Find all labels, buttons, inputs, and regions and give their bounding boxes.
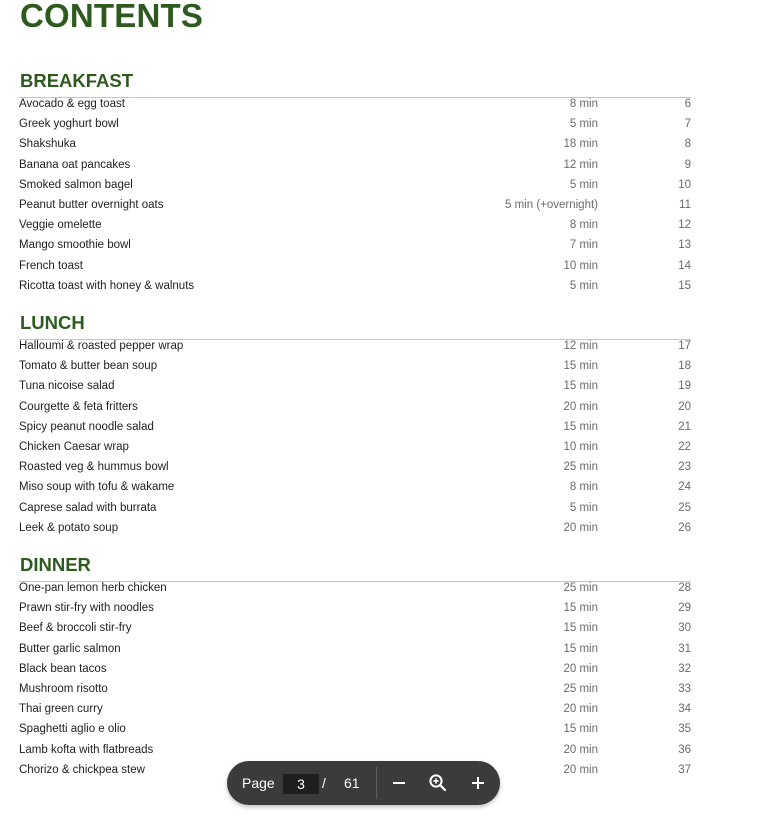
prep-time: 5 min xyxy=(569,279,598,292)
prep-time: 10 min xyxy=(563,440,598,453)
page-number: 26 xyxy=(678,521,691,534)
prep-time: 8 min xyxy=(569,219,598,232)
recipe-name: Black bean tacos xyxy=(19,662,107,675)
prep-time: 7 min xyxy=(569,239,598,252)
prep-time: 15 min xyxy=(563,723,598,736)
page-number: 15 xyxy=(678,279,691,292)
page-number: 19 xyxy=(678,380,691,393)
page-number: 32 xyxy=(678,662,691,675)
toc-entry[interactable] xyxy=(19,360,691,380)
recipe-name: Chorizo & chickpea stew xyxy=(19,763,145,776)
section-heading: LUNCH xyxy=(20,312,85,333)
page-number: 7 xyxy=(684,118,691,131)
recipe-name: Mango smoothie bowl xyxy=(19,239,131,252)
page-number: 17 xyxy=(678,340,691,352)
prep-time: 5 min xyxy=(569,178,598,191)
section-dinner xyxy=(19,554,691,784)
prep-time: 25 min xyxy=(563,682,598,695)
recipe-name: Banana oat pancakes xyxy=(19,158,131,171)
prep-time: 20 min xyxy=(563,703,598,716)
recipe-name: Miso soup with tofu & wakame xyxy=(19,481,175,494)
minus-icon xyxy=(391,775,407,791)
prep-time: 15 min xyxy=(563,602,598,615)
zoom-in-icon xyxy=(428,773,448,793)
recipe-name: Peanut butter overnight oats xyxy=(19,198,164,211)
recipe-name: Beef & broccoli stir-fry xyxy=(19,622,132,635)
page-number: 23 xyxy=(678,461,691,474)
page-number: 20 xyxy=(678,400,691,413)
page-number: 21 xyxy=(678,420,691,433)
section-heading: DINNER xyxy=(20,554,91,575)
recipe-name: Shakshuka xyxy=(19,138,76,151)
prep-time: 5 min xyxy=(569,501,598,514)
toc-entry[interactable] xyxy=(19,441,691,461)
recipe-name: Avocado & egg toast xyxy=(19,98,125,110)
fit-zoom-button[interactable] xyxy=(424,769,452,797)
recipe-name: Prawn stir-fry with noodles xyxy=(19,602,154,615)
recipe-name: Tuna nicoise salad xyxy=(19,380,115,393)
page-number: 29 xyxy=(678,602,691,615)
recipe-name: Leek & potato soup xyxy=(19,521,119,534)
toc-entry[interactable] xyxy=(19,219,691,239)
toc-entry[interactable] xyxy=(19,421,691,441)
page-number: 37 xyxy=(678,763,691,776)
toc-entry[interactable] xyxy=(19,622,691,642)
page-number: 10 xyxy=(678,178,691,191)
prep-time: 20 min xyxy=(563,521,598,534)
page-number: 13 xyxy=(678,239,691,252)
page-title: CONTENTS xyxy=(20,0,204,34)
prep-time: 15 min xyxy=(563,622,598,635)
section-rows xyxy=(19,98,691,300)
recipe-name: Spaghetti aglio e olio xyxy=(19,723,126,736)
prep-time: 20 min xyxy=(563,763,598,776)
toc-entry[interactable] xyxy=(19,703,691,723)
pdf-viewer-toolbar xyxy=(227,761,500,805)
page-number: 36 xyxy=(678,743,691,756)
page-number: 8 xyxy=(684,138,691,151)
page-number: 33 xyxy=(678,682,691,695)
toc-entry[interactable] xyxy=(19,502,691,522)
recipe-name: Courgette & feta fritters xyxy=(19,400,138,413)
section-lunch xyxy=(19,312,691,542)
toc-entry[interactable] xyxy=(19,138,691,158)
prep-time: 18 min xyxy=(563,138,598,151)
page-number: 14 xyxy=(678,259,691,272)
page-separator: / xyxy=(322,775,326,791)
recipe-name: Greek yoghurt bowl xyxy=(19,118,119,131)
recipe-name: Halloumi & roasted pepper wrap xyxy=(19,340,184,352)
prep-time: 20 min xyxy=(563,662,598,675)
toc-entry[interactable] xyxy=(19,401,691,421)
toc-entry[interactable] xyxy=(19,602,691,622)
page-number: 34 xyxy=(678,703,691,716)
prep-time: 12 min xyxy=(563,158,598,171)
toc-entry[interactable] xyxy=(19,643,691,663)
recipe-name: Veggie omelette xyxy=(19,219,102,232)
toc-entry[interactable] xyxy=(19,280,691,300)
zoom-in-button[interactable] xyxy=(464,769,492,797)
current-page-input[interactable] xyxy=(283,774,319,794)
prep-time: 25 min xyxy=(563,582,598,594)
recipe-name: Thai green curry xyxy=(19,703,103,716)
page-number: 22 xyxy=(678,440,691,453)
page-number: 30 xyxy=(678,622,691,635)
page-number: 35 xyxy=(678,723,691,736)
recipe-name: Spicy peanut noodle salad xyxy=(19,420,154,433)
toc-entry[interactable] xyxy=(19,461,691,481)
recipe-name: Chicken Caesar wrap xyxy=(19,440,129,453)
toc-entry[interactable] xyxy=(19,98,691,118)
section-rows xyxy=(19,582,691,784)
prep-time: 20 min xyxy=(563,400,598,413)
toc-entry[interactable] xyxy=(19,683,691,703)
prep-time: 15 min xyxy=(563,380,598,393)
toc-entry[interactable] xyxy=(19,239,691,259)
prep-time: 15 min xyxy=(563,642,598,655)
page-number: 18 xyxy=(678,360,691,373)
recipe-name: Mushroom risotto xyxy=(19,682,108,695)
total-pages: 61 xyxy=(344,775,360,791)
prep-time: 12 min xyxy=(563,340,598,352)
toc-entry[interactable] xyxy=(19,723,691,743)
section-rows xyxy=(19,340,691,542)
prep-time: 15 min xyxy=(563,420,598,433)
page-number: 12 xyxy=(678,219,691,232)
zoom-out-button[interactable] xyxy=(385,769,413,797)
prep-time: 5 min xyxy=(569,118,598,131)
prep-time: 8 min xyxy=(569,98,598,110)
recipe-name: One-pan lemon herb chicken xyxy=(19,582,167,594)
recipe-name: Caprese salad with burrata xyxy=(19,501,157,514)
section-breakfast xyxy=(19,70,691,300)
prep-time: 10 min xyxy=(563,259,598,272)
toc-entry[interactable] xyxy=(19,118,691,138)
page-number: 31 xyxy=(678,642,691,655)
page-number: 9 xyxy=(684,158,691,171)
recipe-name: Ricotta toast with honey & walnuts xyxy=(19,279,195,292)
prep-time: 20 min xyxy=(563,743,598,756)
toc-entry[interactable] xyxy=(19,522,691,542)
section-heading: BREAKFAST xyxy=(20,70,134,91)
prep-time: 15 min xyxy=(563,360,598,373)
toc-entry[interactable] xyxy=(19,159,691,179)
toc-entry[interactable] xyxy=(19,199,691,219)
recipe-name: Tomato & butter bean soup xyxy=(19,360,158,373)
toc-entry[interactable] xyxy=(19,663,691,683)
plus-icon xyxy=(470,775,486,791)
prep-time: 25 min xyxy=(563,461,598,474)
toc-entry[interactable] xyxy=(19,179,691,199)
recipe-name: Butter garlic salmon xyxy=(19,642,121,655)
recipe-name: Lamb kofta with flatbreads xyxy=(19,743,154,756)
page-label: Page xyxy=(242,775,275,791)
toc-entry[interactable] xyxy=(19,340,691,360)
recipe-name: French toast xyxy=(19,259,83,272)
prep-time: 5 min (+overnight) xyxy=(505,198,598,211)
recipe-name: Smoked salmon bagel xyxy=(19,178,133,191)
recipe-name: Roasted veg & hummus bowl xyxy=(19,461,169,474)
page-number: 28 xyxy=(678,582,691,594)
page-number: 11 xyxy=(679,198,691,211)
toc-entry[interactable] xyxy=(19,380,691,400)
toc-entry[interactable] xyxy=(19,582,691,602)
page-number: 24 xyxy=(678,481,691,494)
prep-time: 8 min xyxy=(569,481,598,494)
toc-entry[interactable] xyxy=(19,481,691,501)
toolbar-divider xyxy=(376,767,377,799)
page-number: 6 xyxy=(684,98,691,110)
toc-entry[interactable] xyxy=(19,260,691,280)
page-number: 25 xyxy=(678,501,691,514)
